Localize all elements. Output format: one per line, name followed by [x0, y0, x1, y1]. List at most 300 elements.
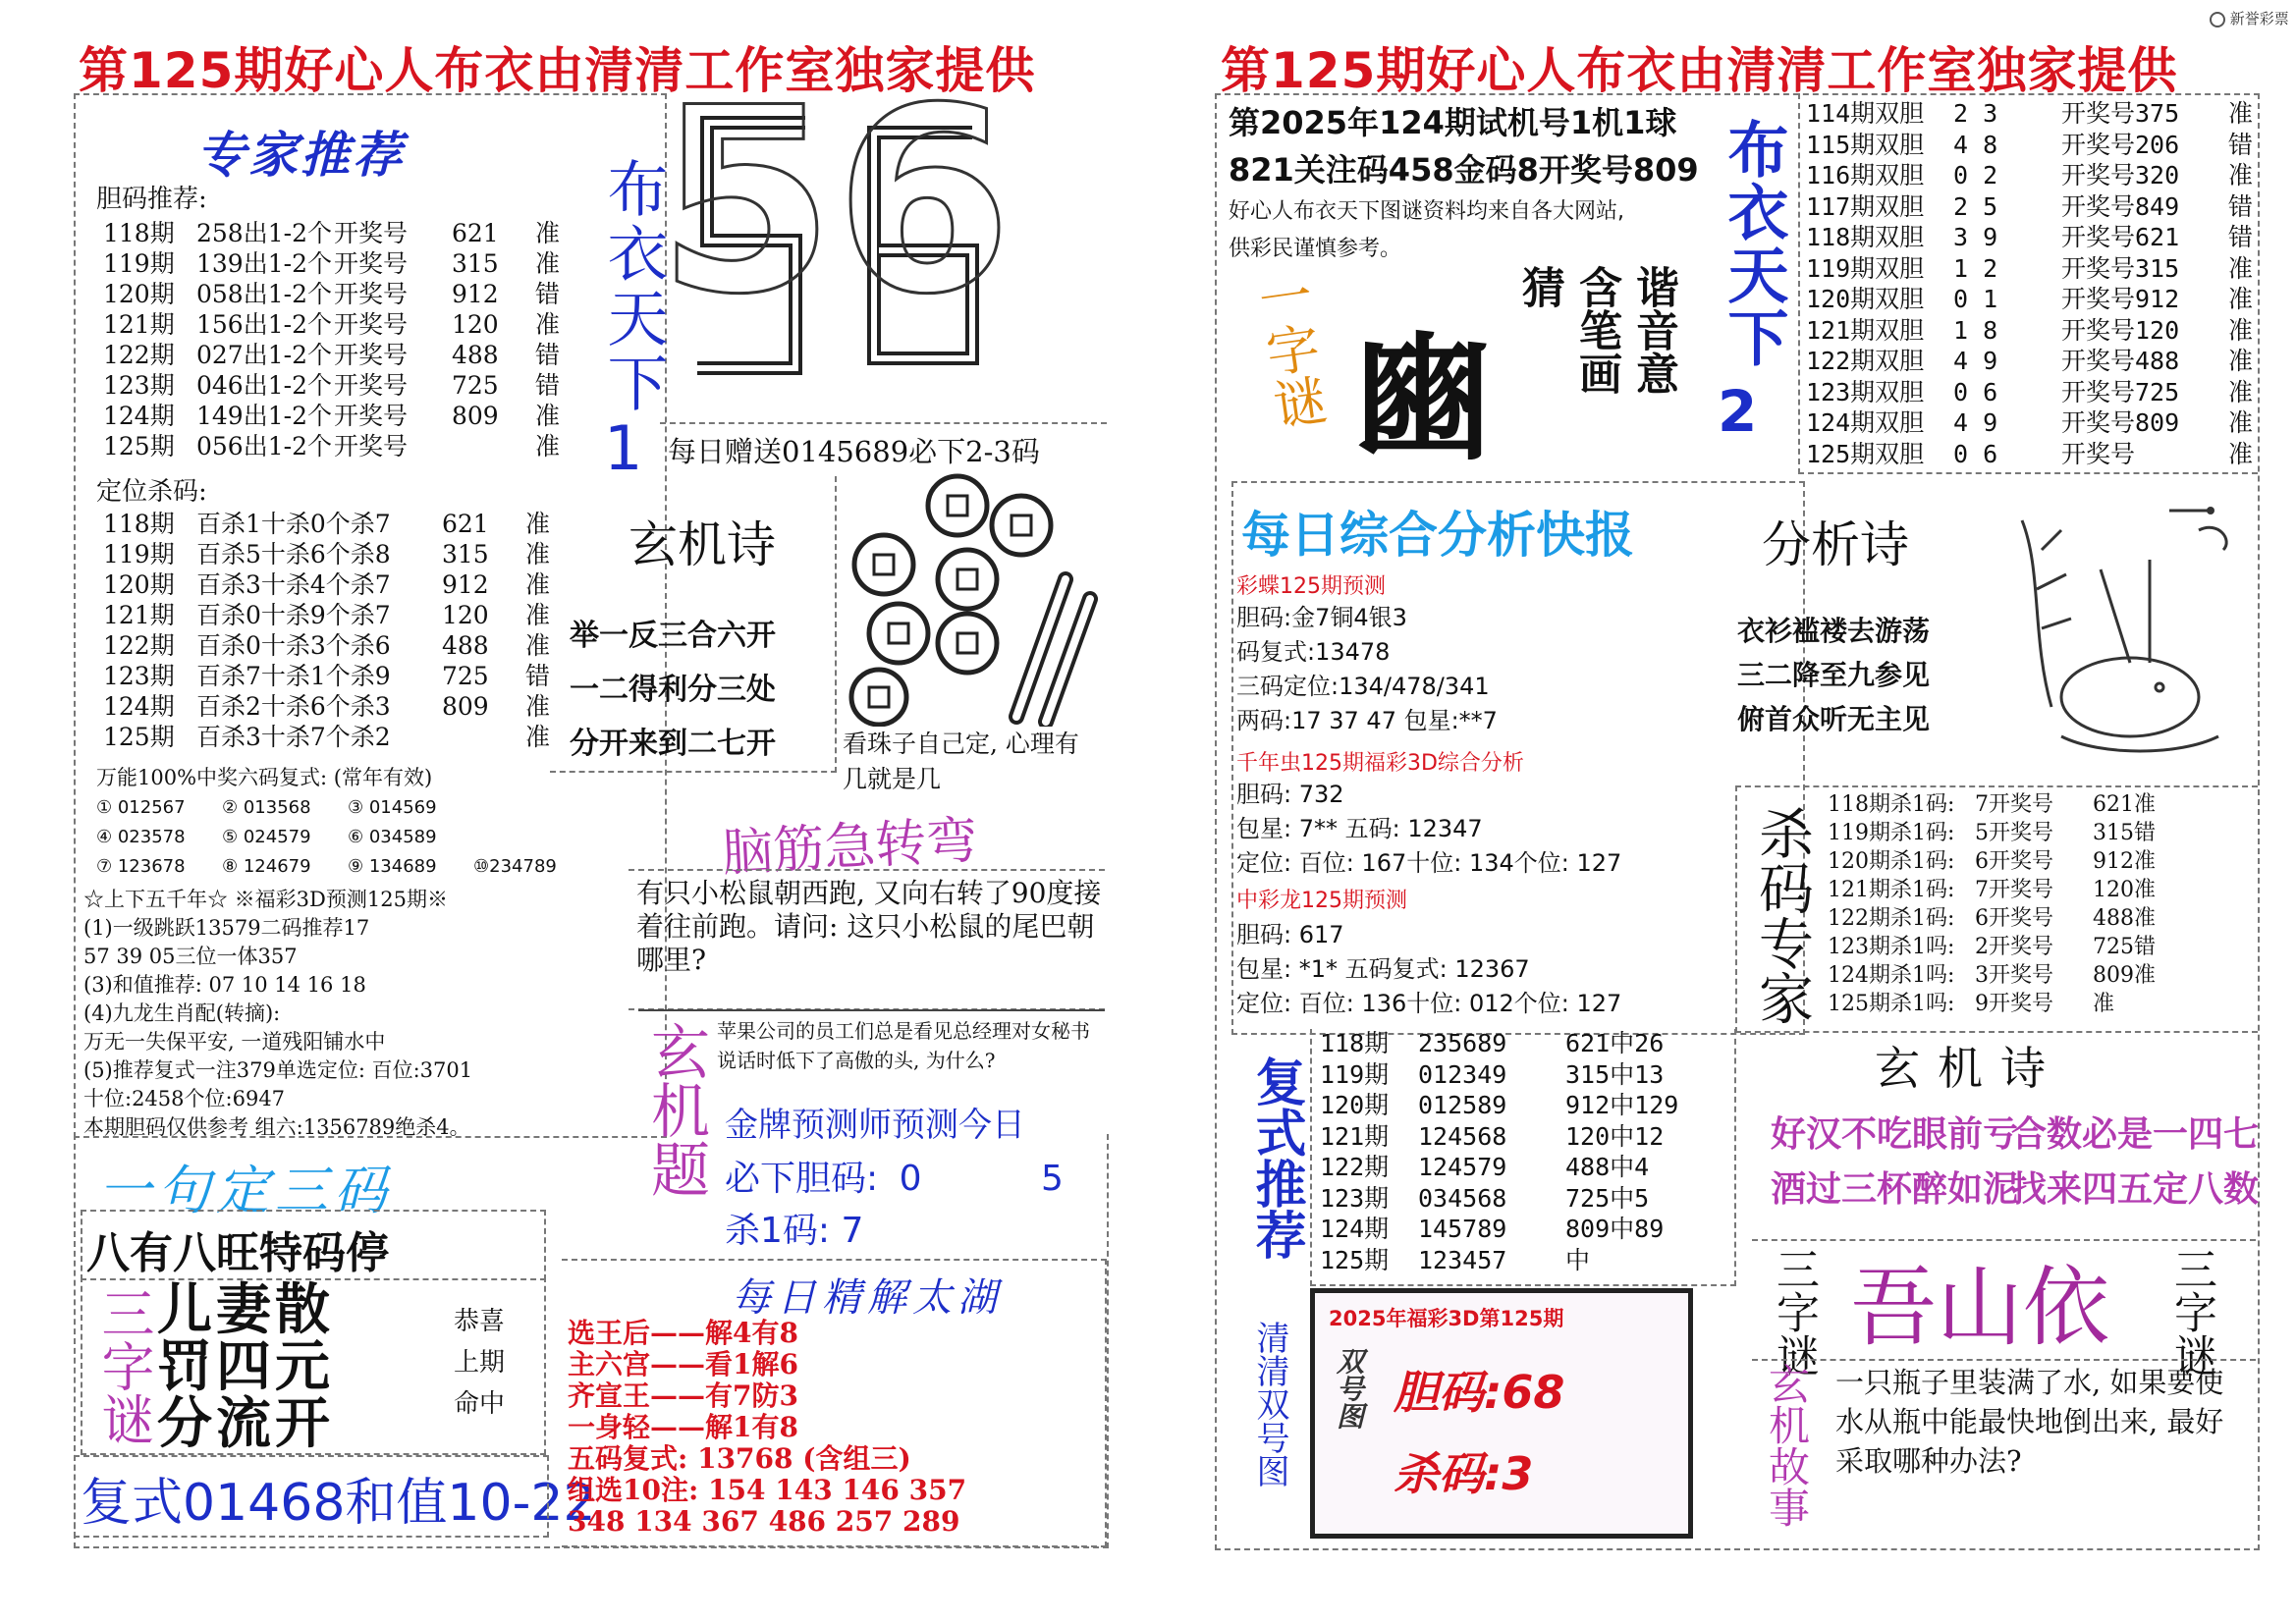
three-left-vertical: 三字谜	[1769, 1247, 1819, 1377]
fu-row-cell: 012589	[1418, 1091, 1507, 1119]
shuangdan-row-cell: 119期双胆	[1806, 253, 1925, 283]
right-title: 第125期好心人布衣由清清工作室独家提供	[1221, 42, 2178, 99]
text-line: (3)和值推荐: 07 10 14 16 18	[83, 973, 366, 997]
brain-title: 脑筋急转弯	[720, 811, 979, 884]
six-code-row	[96, 852, 591, 882]
dan-row-cell: 119期	[103, 249, 175, 278]
dan-row-cell: 488	[452, 341, 499, 369]
dan-row-cell: 056出1-2个	[196, 432, 332, 460]
analysis-poem-line: 衣衫褴褛去游荡	[1737, 615, 1931, 647]
kill-row-cell: 809	[442, 692, 489, 721]
dan-row-cell: 准	[535, 402, 561, 430]
gift-line: 每日赠送0145689必下2-3码	[668, 435, 1040, 468]
cd-line: 码复式:13478	[1236, 638, 1391, 666]
kill-row-cell: 百杀0十杀9个杀7	[196, 601, 391, 629]
shuangdan-row-cell: 117期双胆	[1806, 191, 1925, 221]
kill-row-cell: 准	[525, 723, 551, 751]
brain-text: 有只小松鼠朝西跑, 又向右转了90度接着往前跑。请问: 这只小松鼠的尾巴朝哪里?	[636, 877, 1102, 976]
shuangdan-row-cell: 开奖号621	[2061, 223, 2180, 251]
kill-row-cell: 准	[525, 510, 551, 538]
kill-row-cell: 百杀3十杀7个杀2	[196, 723, 391, 751]
fu-row-cell: 124568	[1418, 1121, 1507, 1151]
text-line: 57 39 05三位一体357	[83, 945, 298, 968]
fu-row-cell: 235689	[1418, 1029, 1507, 1057]
dan-row-cell: 912	[452, 280, 499, 308]
apple-text: 苹果公司的员工们总是看见总经理对女秘书说话时低下了高傲的头, 为什么?	[717, 1019, 1090, 1072]
kill-row-cell: 120期	[103, 570, 175, 599]
dan-row	[103, 431, 594, 461]
big-number-text: 56	[668, 93, 1002, 351]
sha-row-cell: 2开奖号	[1975, 935, 2053, 959]
kill-row-cell: 准	[525, 570, 551, 599]
shuangdan-row-cell: 121期双胆	[1806, 315, 1925, 345]
sha-row-cell: 7开奖号	[1975, 878, 2053, 902]
shuangdan-row-cell: 2 3	[1953, 99, 1998, 128]
shuangdan-row-cell: 开奖号120	[2061, 315, 2180, 345]
dan-row-cell: 046出1-2个	[196, 371, 332, 400]
kill-row-cell: 621	[442, 510, 489, 538]
text-line: (4)九龙生肖配(转摘):	[83, 1001, 281, 1025]
fushi-frame	[74, 1455, 549, 1538]
fu-frame	[1310, 1029, 1736, 1286]
congrats-line: 命中	[454, 1389, 506, 1419]
cd-line: 两码:17 37 47 包星:**7	[1236, 707, 1498, 734]
shuangdan-row-cell: 3 9	[1953, 223, 1998, 251]
cd-lines	[1236, 601, 1498, 738]
shuangdan-row-cell: 124期双胆	[1806, 408, 1925, 437]
expert-heading: 专家推荐	[196, 127, 405, 184]
dan-row	[103, 370, 594, 401]
shuangdan-row-cell: 1 8	[1953, 315, 1998, 345]
dan-row-cell: 开奖号	[334, 280, 409, 308]
sha-row-cell: 809准	[2093, 963, 2156, 988]
dan-row-cell: 开奖号	[334, 341, 409, 369]
fu-row-cell: 121期	[1320, 1121, 1390, 1151]
fu-row-cell: 912中129	[1565, 1091, 1679, 1119]
shuangdan-row-cell: 准	[2228, 161, 2254, 189]
kill-row-cell: 119期	[103, 540, 175, 568]
shuangdan-row-cell: 错	[2228, 191, 2254, 221]
three-riddle: 吾山依	[1850, 1257, 2110, 1358]
kill-row-cell: 123期	[103, 662, 175, 690]
right-poem-row	[1771, 1163, 2260, 1217]
shuangdan-row-cell: 开奖号849	[2061, 191, 2180, 221]
dan-row-cell: 错	[535, 371, 561, 400]
dan-row-cell: 错	[535, 280, 561, 308]
sha-row-cell: 124期杀1吗:	[1828, 963, 1955, 988]
rabbit-image	[1983, 491, 2253, 785]
fu-row-cell: 125期	[1320, 1245, 1390, 1274]
dan-row-cell: 开奖号	[334, 402, 409, 430]
text-block	[83, 886, 472, 1142]
kill-row-cell: 百杀7十杀1个杀9	[196, 662, 391, 690]
fu-row-cell: 725中5	[1565, 1183, 1650, 1213]
dan-row-cell: 725	[452, 371, 499, 400]
qq-kill: 杀码:3	[1394, 1447, 1534, 1500]
dan-row-cell: 开奖号	[334, 432, 409, 460]
right-poem-cell: 好汉不吃眼前亏	[1771, 1114, 2019, 1155]
taihu-frame	[562, 1259, 1107, 1547]
shuangdan-row-cell: 0 2	[1953, 161, 1998, 189]
dan-row-cell: 156出1-2个	[196, 310, 332, 339]
text-line: 万无一失保平安, 一道残阳铺水中	[83, 1030, 386, 1054]
shuangdan-row-cell: 4 9	[1953, 408, 1998, 437]
shuangdan-row-cell: 开奖号320	[2061, 161, 2180, 189]
buyi-number-1: 1	[604, 412, 643, 484]
fu-row-cell: 124期	[1320, 1215, 1390, 1243]
six-code-table	[96, 793, 591, 882]
shuangdan-frame	[1798, 93, 2258, 474]
dan-table	[103, 218, 594, 461]
sha-frame	[1735, 785, 2258, 1033]
three-right-vertical: 三字谜	[2166, 1247, 2216, 1377]
daily-title: 每日综合分析快报	[1241, 507, 1634, 564]
qn-line: 胆码: 732	[1236, 781, 1344, 808]
six-code-row-cell: ⑨ 134689	[348, 856, 437, 877]
sha-row-cell: 120期杀1码:	[1828, 849, 1955, 874]
shuangdan-row-cell: 开奖号206	[2061, 130, 2180, 159]
sha-row-cell: 121期杀1码:	[1828, 878, 1955, 902]
kill-row-cell: 124期	[103, 692, 175, 721]
qn-lines	[1236, 778, 1621, 881]
shuangdan-row-cell: 准	[2228, 439, 2254, 468]
kill-row-cell: 125期	[103, 723, 175, 751]
right-xuanji-title: 玄机诗	[1875, 1042, 2063, 1095]
dan-row	[103, 401, 594, 431]
sha-row-cell: 3开奖号	[1975, 963, 2053, 988]
fu-row-cell: 122期	[1320, 1153, 1390, 1181]
fu-row-cell: 中	[1565, 1245, 1591, 1274]
story-vertical: 玄机故事	[1763, 1363, 1811, 1528]
gold-dan-b: 5	[1040, 1159, 1064, 1199]
coins-image	[840, 471, 1105, 727]
sha-row-cell: 119期杀1码:	[1828, 821, 1955, 845]
dan-row-cell: 122期	[103, 341, 175, 369]
six-code-row-cell: ⑩234789	[473, 856, 557, 877]
kill-row	[103, 630, 584, 661]
shuangdan-row-cell: 开奖号809	[2061, 408, 2180, 437]
shuangdan-row-cell: 116期双胆	[1806, 161, 1925, 189]
kill-row-cell: 120	[442, 601, 489, 629]
gold-dan-label: 必下胆码:	[725, 1159, 879, 1199]
poem-line: 分开来到二七开	[570, 727, 776, 761]
qn-title: 千年虫125期福彩3D综合分析	[1236, 751, 1524, 776]
taihu-line: 一身轻——解1有8	[568, 1411, 798, 1443]
fu-row-cell: 145789	[1418, 1215, 1507, 1243]
dan-row-cell: 118期	[103, 219, 175, 247]
gold-dan-a: 0	[899, 1159, 922, 1199]
shuangdan-row-cell: 118期双胆	[1806, 223, 1925, 251]
six-code-row-cell: ③ 014569	[348, 797, 437, 818]
taihu-line: 齐宣王——有7防3	[568, 1380, 798, 1412]
kill-row-cell: 百杀0十杀3个杀6	[196, 631, 391, 660]
riddle-hint-col: 含笔画	[1571, 265, 1621, 395]
sha-row-cell: 准	[2093, 992, 2115, 1016]
riddle-frame	[81, 1276, 546, 1455]
six-code-row-cell: ① 012567	[96, 797, 186, 818]
shuangdan-row-cell: 准	[2228, 285, 2254, 313]
left-title: 第125期好心人布衣由清清工作室独家提供	[79, 42, 1036, 99]
taihu-line: 五码复式: 13768 (含组三)	[568, 1442, 911, 1475]
shuangdan-row-cell: 开奖号	[2061, 439, 2136, 468]
fu-vertical: 复式推荐	[1246, 1055, 1305, 1260]
text-line: (1)一级跳跃13579二码推荐17	[83, 916, 370, 940]
one-char-vertical: 一字谜	[1247, 266, 1331, 433]
kill-row-cell: 122期	[103, 631, 175, 660]
dan-row-cell: 621	[452, 219, 499, 247]
riddle-hint-col: 猜	[1514, 265, 1564, 308]
gold-kill: 杀1码: 7	[725, 1211, 864, 1251]
brand-name: 新誉彩票	[2229, 10, 2289, 27]
text-line: 本期胆码仅供参考 组六:1356789绝杀4。	[83, 1115, 470, 1139]
riddle-line: 儿妻散	[157, 1277, 334, 1342]
kill-row-cell: 121期	[103, 601, 175, 629]
riddle-char: 豳	[1354, 319, 1493, 480]
shuangdan-row-cell: 错	[2228, 223, 2254, 251]
dan-row	[103, 218, 594, 248]
taihu-line: 选王后——解4有8	[568, 1317, 798, 1349]
fushi-line: 复式01468和值10-22	[81, 1474, 596, 1533]
kill-row-cell: 315	[442, 540, 489, 568]
xuanji-question-frame	[638, 1009, 1105, 1259]
kill-row-cell: 准	[525, 692, 551, 721]
kill-row	[103, 661, 584, 691]
note-line-1: 好心人布衣天下图谜资料均来自各大网站,	[1229, 199, 1624, 224]
taihu-title: 每日精解太湖	[732, 1275, 1003, 1321]
right-page	[1148, 0, 2296, 1623]
shuangdan-row-cell: 0 1	[1953, 285, 1998, 313]
dan-row-cell: 开奖号	[334, 371, 409, 400]
analysis-poem-line: 三二降至九参见	[1737, 659, 1931, 691]
kill-row-cell: 488	[442, 631, 489, 660]
right-poem-row	[1771, 1108, 2260, 1163]
cd-line: 三码定位:134/478/341	[1236, 673, 1490, 700]
cd-line: 胆码:金7铜4银3	[1236, 604, 1407, 631]
sha-row-cell: 6开奖号	[1975, 849, 2053, 874]
text-line: (5)推荐复式一注379单选定位: 百位:3701	[83, 1058, 473, 1082]
taihu-line: 主六宫——看1解6	[568, 1348, 798, 1380]
congrats-line: 上期	[454, 1348, 506, 1378]
xuanji-poem-title: 玄机诗	[629, 516, 776, 573]
gift-line-frame	[660, 422, 1107, 471]
dan-row	[103, 340, 594, 370]
sha-row-cell: 912准	[2093, 849, 2156, 874]
six-code-label: 万能100%中奖六码复式: (常年有效)	[96, 766, 433, 789]
shuangdan-row-cell: 开奖号315	[2061, 253, 2180, 283]
riddle-line: 分流开	[157, 1391, 334, 1456]
sha-row-cell: 621准	[2093, 792, 2156, 817]
six-code-row-cell: ⑦ 123678	[96, 856, 186, 877]
right-poem-cell: 酒过三杯醉如泥	[1771, 1169, 2019, 1210]
kill-row-cell	[442, 722, 525, 752]
zl-line: 胆码: 617	[1236, 921, 1344, 948]
poem-line: 一二得利分三处	[570, 673, 776, 707]
dan-row-cell: 125期	[103, 432, 175, 460]
dan-row-cell: 139出1-2个	[196, 249, 332, 278]
right-xuanji-poem	[1771, 1108, 2260, 1217]
shuangdan-row-cell: 准	[2228, 99, 2254, 128]
dan-row-cell: 开奖号	[334, 310, 409, 339]
zl-line: 包星: *1* 五码复式: 12367	[1236, 955, 1530, 983]
three-riddle-vertical: 三字谜	[93, 1286, 155, 1445]
shuangdan-row-cell: 123期双胆	[1806, 377, 1925, 406]
kill-row	[103, 722, 584, 752]
dan-row-cell: 准	[535, 219, 561, 247]
buyi-vertical-2: 布衣天下	[1718, 118, 1789, 369]
six-code-row-cell: ⑧ 124679	[222, 856, 311, 877]
fu-row-cell: 124579	[1418, 1153, 1507, 1181]
kill-row-cell: 准	[525, 601, 551, 629]
shuangdan-row-cell: 4 9	[1953, 347, 1998, 375]
congrats-line: 恭喜	[454, 1307, 506, 1336]
shuangdan-row-cell: 120期双胆	[1806, 285, 1925, 313]
dan-row-cell: 120	[452, 310, 499, 339]
shuangdan-row-cell: 开奖号725	[2061, 377, 2180, 406]
big-number-image	[668, 93, 1002, 417]
shuangdan-row-cell: 开奖号488	[2061, 347, 2180, 375]
fu-row-cell: 315中13	[1565, 1059, 1665, 1089]
dan-row-cell	[452, 431, 535, 461]
shuangdan-row-cell: 准	[2228, 315, 2254, 345]
six-code-row-cell: ④ 023578	[96, 827, 186, 847]
poem-frame	[550, 476, 837, 773]
kill-row	[103, 509, 584, 539]
shuangdan-row-cell: 2 5	[1953, 191, 1998, 221]
sha-row-cell: 9开奖号	[1975, 992, 2053, 1016]
kill-row	[103, 569, 584, 600]
kill-row-cell: 准	[525, 631, 551, 660]
coins-caption: 看珠子自己定, 心理有几就是几	[843, 730, 1079, 793]
gold-title: 金牌预测师预测今日	[725, 1106, 1025, 1145]
dan-row	[103, 279, 594, 309]
shuangdan-row-cell: 4 8	[1953, 130, 1998, 159]
fu-row-cell: 119期	[1320, 1059, 1390, 1089]
shuangdan-row-cell: 1 2	[1953, 253, 1998, 283]
fu-row-cell: 123期	[1320, 1183, 1390, 1213]
story-text: 一只瓶子里装满了水, 如果要使水从瓶中能最快地倒出来, 最好采取哪种办法?	[1835, 1366, 2224, 1478]
xuanji-question-vertical: 玄机题	[641, 1021, 710, 1198]
fu-row-cell: 488中4	[1565, 1153, 1650, 1181]
right-poem-cell: 找来四五定八数	[2011, 1169, 2260, 1210]
kill-table	[103, 509, 584, 752]
one-line-frame	[81, 1210, 546, 1280]
brain-frame	[629, 869, 1105, 1010]
sha-row-cell: 6开奖号	[1975, 906, 2053, 931]
analysis-poem-line: 俯首众听无主见	[1737, 703, 1931, 735]
one-line-title: 一句定三码	[98, 1160, 393, 1221]
dan-label: 胆码推荐:	[96, 185, 207, 214]
kill-row-cell: 912	[442, 570, 489, 599]
shuangdan-row-cell: 准	[2228, 253, 2254, 283]
analysis-poem-title: 分析诗	[1762, 516, 1909, 573]
dan-row-cell: 120期	[103, 280, 175, 308]
sha-row-cell: 488准	[2093, 906, 2156, 931]
dan-row	[103, 248, 594, 279]
sha-row-cell: 120准	[2093, 878, 2156, 902]
trial-line-1: 第2025年124期试机号1机1球	[1229, 104, 1677, 141]
kill-row	[103, 600, 584, 630]
text-line: ☆上下五千年☆ ※福彩3D预测125期※	[83, 888, 448, 911]
sha-row-cell: 315错	[2093, 821, 2156, 845]
dan-row-cell: 027出1-2个	[196, 341, 332, 369]
qn-line: 包星: 7** 五码: 12347	[1236, 815, 1483, 842]
fu-row-cell: 621中26	[1565, 1029, 1665, 1057]
fu-row-cell: 118期	[1320, 1029, 1390, 1057]
shuangdan-row-cell: 错	[2228, 130, 2254, 159]
zl-title: 中彩龙125期预测	[1236, 889, 1407, 913]
kill-row-cell: 百杀3十杀4个杀7	[196, 570, 391, 599]
dan-row-cell: 809	[452, 402, 499, 430]
buyi-number-2: 2	[1718, 378, 1758, 445]
shuangdan-row-cell: 开奖号375	[2061, 99, 2180, 128]
dan-row-cell: 开奖号	[334, 219, 409, 247]
dan-row-cell: 124期	[103, 402, 175, 430]
fu-row-cell: 123457	[1418, 1245, 1507, 1274]
dan-row-cell: 058出1-2个	[196, 280, 332, 308]
fu-row-cell: 120期	[1320, 1091, 1390, 1119]
riddle-hints	[1513, 265, 1684, 395]
buyi-vertical-1: 布衣天下	[597, 157, 669, 416]
taihu-line: 组选10注: 154 143 146 357	[568, 1474, 967, 1506]
dan-row-cell: 149出1-2个	[196, 402, 332, 430]
riddle-hint-col: 谐音意	[1628, 265, 1678, 395]
dan-row-cell: 开奖号	[334, 249, 409, 278]
zl-line: 定位: 百位: 136十位: 012个位: 127	[1236, 990, 1622, 1017]
three-riddle-frame	[1752, 1239, 2256, 1361]
taihu-line: 348 134 367 486 257 289	[568, 1505, 960, 1538]
sha-row-cell: 725错	[2093, 935, 2156, 959]
dan-row-cell: 121期	[103, 310, 175, 339]
qq-box-vertical: 双号图	[1333, 1347, 1365, 1430]
dan-row-cell: 错	[535, 341, 561, 369]
qq-vertical: 清清双号图	[1250, 1321, 1289, 1488]
sha-row-cell: 123期杀1吗:	[1828, 935, 1955, 959]
sha-row-cell: 5开奖号	[1975, 821, 2053, 845]
fu-row-cell: 809中89	[1565, 1215, 1665, 1243]
qq-box-title: 2025年福彩3D第125期	[1329, 1307, 1564, 1330]
dan-row-cell: 258出1-2个	[196, 219, 332, 247]
shuangdan-row-cell: 122期双胆	[1806, 347, 1925, 375]
shuangdan-row-cell: 0 6	[1953, 377, 1998, 406]
kill-row-cell: 错	[525, 662, 551, 690]
kill-row-cell: 准	[525, 540, 551, 568]
text-line: 十位:2458个位:6947	[83, 1087, 286, 1110]
dan-row-cell: 准	[535, 249, 561, 278]
sha-row-cell: 122期杀1码:	[1828, 906, 1955, 931]
six-code-row-cell: ⑥ 034589	[348, 827, 437, 847]
kill-row-cell: 百杀1十杀0个杀7	[196, 510, 391, 538]
kill-row	[103, 539, 584, 569]
fu-row-cell: 012349	[1418, 1059, 1507, 1089]
sha-row-cell: 118期杀1码:	[1828, 792, 1955, 817]
note-line-2: 供彩民谨慎参考。	[1229, 237, 1402, 261]
kill-row-cell: 725	[442, 662, 489, 690]
shuangdan-row-cell: 准	[2228, 377, 2254, 406]
sha-row-cell: 125期杀1吗:	[1828, 992, 1955, 1016]
shuangdan-row-cell: 准	[2228, 347, 2254, 375]
six-code-row-cell: ② 013568	[222, 797, 311, 818]
fu-row-cell: 120中12	[1565, 1121, 1665, 1151]
analysis-poem	[1737, 609, 1930, 741]
dan-row	[103, 309, 594, 340]
riddle-line: 罚四元	[157, 1334, 334, 1399]
dan-row-cell: 准	[535, 432, 561, 460]
zl-lines	[1236, 918, 1621, 1021]
one-line-text: 八有八旺特码停	[86, 1228, 389, 1278]
trial-line-2: 821关注码458金码8开奖号809	[1229, 151, 1699, 189]
poem-line: 举一反三合六开	[570, 619, 776, 653]
shuangdan-row-cell: 准	[2228, 408, 2254, 437]
